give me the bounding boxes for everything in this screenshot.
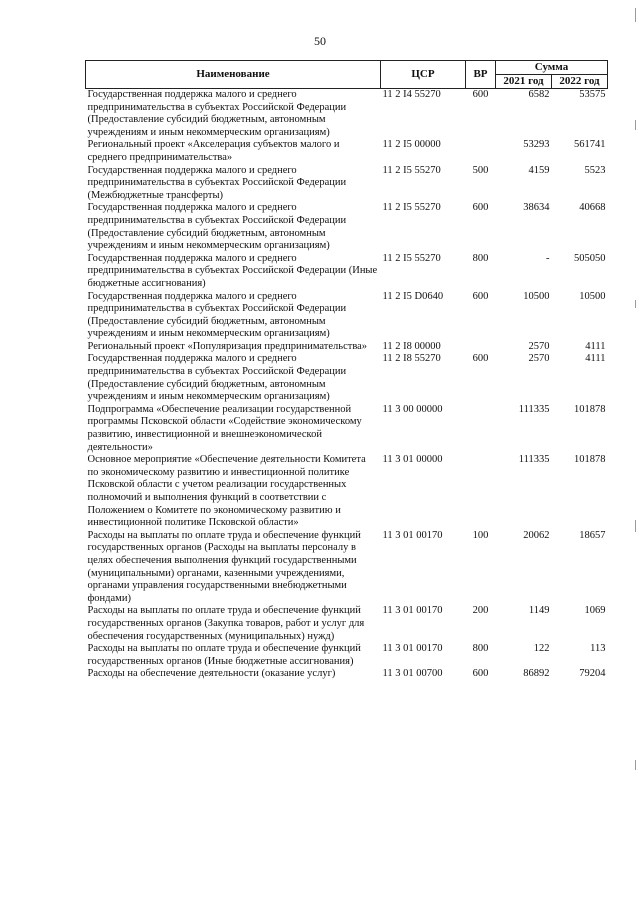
header-vr: ВР <box>466 61 496 89</box>
row-2022: 101878 <box>574 403 606 415</box>
table-row <box>86 89 608 140</box>
table-row <box>86 605 608 643</box>
row-name: Расходы на выплаты по оплате труда и обеспечение функций государственных органов (Расходы на выплаты персоналу в целях обеспечения выполнения функций государственными (муниципальными) органами, казенными учреждениями, органами управления государственными внебюджетными фондами) <box>87 529 361 604</box>
row-name: Подпрограмма «Обеспечение реализации государственной программы Псковской области «Содействие экономическому развитию, инвестиционной и внешнеэкономической деятельности» <box>87 403 362 453</box>
row-2022: 4111 <box>585 353 606 365</box>
table-row <box>86 454 608 530</box>
row-2021: 38634 <box>523 202 550 214</box>
row-2022: 10500 <box>579 290 606 302</box>
row-vr <box>466 341 496 354</box>
row-2022: 101878 <box>574 454 606 466</box>
row-csr: 11 2 I5 00000 <box>382 139 441 151</box>
row-2021: 86892 <box>523 668 550 680</box>
row-2021: - <box>546 252 550 264</box>
table-row <box>86 530 608 606</box>
header-year-2022: 2022 год <box>552 75 608 89</box>
row-vr: 600 <box>472 89 489 100</box>
row-csr: 11 2 I5 55270 <box>382 164 441 176</box>
row-vr <box>466 454 496 530</box>
row-csr: 11 2 I5 D0640 <box>382 290 444 302</box>
row-2022: 561741 <box>574 139 606 151</box>
row-name: Государственная поддержка малого и среднего предпринимательства в субъектах Российской Федерации (Иные бюджетные ассигнования) <box>87 252 378 289</box>
row-csr: 11 3 01 00170 <box>382 605 443 617</box>
row-2021: 122 <box>533 643 550 655</box>
row-csr: 11 3 00 00000 <box>382 403 443 415</box>
row-name: Основное мероприятие «Обеспечение деятельности Комитета по экономическому развитию и инвестиционной политике Псковской области с учетом реализации государственных полномочий и выполнения функций в соответствии с Положением о Комитете по экономическому развитию и инвестиционной политике Псковской области» <box>87 454 366 529</box>
row-name: Государственная поддержка малого и среднего предпринимательства в субъектах Российской Федерации (Межбюджетные трансферты) <box>87 164 347 201</box>
row-2021: 2570 <box>528 340 550 352</box>
row-name: Региональный проект «Акселерация субъектов малого и среднего предпринимательства» <box>87 139 340 163</box>
row-vr <box>466 404 496 454</box>
header-name: Наименование <box>86 61 381 89</box>
row-vr: 600 <box>472 202 489 214</box>
row-2022: 40668 <box>579 202 606 214</box>
row-csr: 11 2 I8 00000 <box>382 340 441 352</box>
table-body <box>86 89 608 681</box>
row-2022: 79204 <box>579 668 606 680</box>
row-2021: 111335 <box>518 454 550 466</box>
row-vr: 600 <box>472 353 489 365</box>
table-row <box>86 291 608 341</box>
table-row <box>86 404 608 454</box>
row-2022: 53575 <box>579 89 606 100</box>
row-vr: 500 <box>472 164 489 176</box>
row-2021: 1149 <box>528 605 550 617</box>
row-vr: 600 <box>472 668 489 680</box>
header-csr: ЦСР <box>381 61 466 89</box>
row-csr: 11 3 01 00170 <box>382 643 443 655</box>
table-row <box>86 643 608 668</box>
table-row <box>86 165 608 203</box>
table-row <box>86 253 608 291</box>
table-row <box>86 139 608 164</box>
row-2021: 2570 <box>528 353 550 365</box>
row-vr: 200 <box>472 605 489 617</box>
row-name: Расходы на обеспечение деятельности (оказание услуг) <box>87 668 336 680</box>
row-2022: 4111 <box>585 340 606 352</box>
page-edge-marks <box>630 0 636 905</box>
row-2021: 10500 <box>523 290 550 302</box>
row-csr: 11 3 01 00700 <box>382 668 443 680</box>
row-2022: 505050 <box>574 252 606 264</box>
row-csr: 11 3 01 00170 <box>382 529 443 541</box>
row-vr: 800 <box>472 252 489 264</box>
row-vr: 800 <box>472 643 489 655</box>
header-sum: Сумма <box>496 61 608 75</box>
budget-table <box>85 60 608 681</box>
row-csr: 11 2 I4 55270 <box>382 89 441 100</box>
row-2021: 4159 <box>528 164 550 176</box>
row-name: Государственная поддержка малого и среднего предпринимательства в субъектах Российской Федерации (Предоставление субсидий бюджетным, автономным учреждениям и иным некоммерческим организациям) <box>87 89 347 138</box>
table-row <box>86 341 608 354</box>
row-name: Расходы на выплаты по оплате труда и обеспечение функций государственных органов (Иные бюджетные ассигнования) <box>87 643 361 667</box>
row-vr <box>466 139 496 164</box>
row-name: Региональный проект «Популяризация предпринимательства» <box>87 340 368 352</box>
page-number: 50 <box>314 34 326 48</box>
table-row <box>86 202 608 252</box>
row-name: Расходы на выплаты по оплате труда и обеспечение функций государственных органов (Закупка товаров, работ и услуг для обеспечения государственных (муниципальных) нужд) <box>87 605 365 642</box>
row-2022: 113 <box>590 643 606 655</box>
row-2021: 20062 <box>523 529 550 541</box>
row-vr: 100 <box>472 529 489 541</box>
row-2021: 6582 <box>528 89 550 100</box>
row-csr: 11 2 I8 55270 <box>382 353 441 365</box>
table-row <box>86 668 608 681</box>
header-year-2021: 2021 год <box>496 75 552 89</box>
row-vr: 600 <box>472 290 489 302</box>
row-csr: 11 2 I5 55270 <box>382 252 441 264</box>
row-name: Государственная поддержка малого и среднего предпринимательства в субъектах Российской Федерации (Предоставление субсидий бюджетным, автономным учреждениям и иным некоммерческим организациям) <box>87 202 347 252</box>
row-2021: 111335 <box>518 403 550 415</box>
row-2022: 18657 <box>579 529 606 541</box>
row-2021: 53293 <box>523 139 550 151</box>
row-2022: 1069 <box>584 605 606 617</box>
table-header <box>86 61 608 89</box>
row-name: Государственная поддержка малого и среднего предпринимательства в субъектах Российской Федерации (Предоставление субсидий бюджетным, автономным учреждениям и иным некоммерческим организациям) <box>87 353 347 403</box>
table-row <box>86 353 608 403</box>
row-2022: 5523 <box>584 164 606 176</box>
row-csr: 11 2 I5 55270 <box>382 202 441 214</box>
row-csr: 11 3 01 00000 <box>382 454 443 466</box>
row-name: Государственная поддержка малого и среднего предпринимательства в субъектах Российской Федерации (Предоставление субсидий бюджетным, автономным учреждениям и иным некоммерческим организациям) <box>87 290 347 340</box>
